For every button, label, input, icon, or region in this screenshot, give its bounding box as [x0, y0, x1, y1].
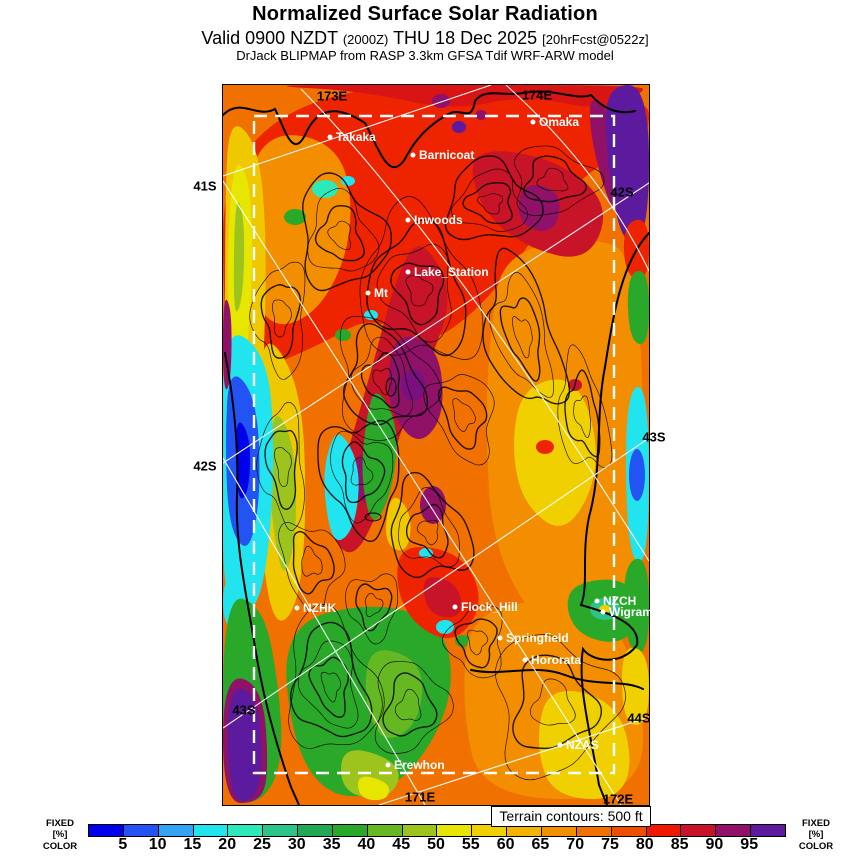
colorbar-tick-75: 75 [601, 836, 619, 853]
figure-title: Normalized Surface Solar Radiation [252, 3, 598, 25]
site-dot [411, 153, 416, 158]
grid-label-171e: 171E [404, 789, 436, 805]
colorbar-tick-20: 20 [218, 836, 237, 853]
site-label: Barnicoat [419, 148, 475, 162]
site-label: Lake_Station [414, 265, 489, 279]
colorbar-segment-2 [159, 825, 194, 836]
grid-label-42s: 42S [193, 458, 217, 474]
colorbar-segment-17 [681, 825, 716, 836]
site-label: Flock_Hill [461, 600, 518, 614]
site-dot [601, 610, 606, 615]
colorbar-tick-70: 70 [566, 836, 585, 853]
colorbar-segment-7 [333, 825, 368, 836]
valid-zulu-text: (2000Z) [342, 32, 389, 47]
site-dot [531, 120, 536, 125]
colorbar-tick-40: 40 [357, 836, 376, 853]
site-label: Wigram [609, 605, 653, 619]
site-label: Erewhon [394, 758, 445, 772]
colorbar-segment-16 [647, 825, 682, 836]
colorbar-tick-50: 50 [427, 836, 445, 853]
fixed-color-label-line: [%] [808, 829, 824, 841]
colorbar-segment-9 [403, 825, 438, 836]
site-label: NZCH [603, 594, 637, 608]
colorbar-segment-8 [368, 825, 403, 836]
colorbar-tick-35: 35 [322, 836, 341, 853]
colorbar-tick-15: 15 [183, 836, 202, 853]
grid-label-173e: 173E [316, 88, 348, 104]
site-label: Takaka [336, 130, 376, 144]
fixed-color-label-line: COLOR [42, 840, 78, 852]
site-dot [595, 599, 600, 604]
fixed-color-label-left [28, 818, 92, 852]
site-dot [295, 606, 300, 611]
colorbar-segment-19 [751, 825, 785, 836]
site-dot [498, 636, 503, 641]
fixed-color-label-line: [%] [52, 829, 68, 841]
site-dot [523, 658, 528, 663]
map-panel [222, 84, 650, 806]
colorbar-segment-0 [89, 825, 124, 836]
colorbar-segment-4 [228, 825, 263, 836]
colorbar-segment-1 [124, 825, 159, 836]
site-label: NZHK [303, 601, 337, 615]
site-label: NZAS [566, 738, 599, 752]
colorbar-tick-60: 60 [496, 836, 515, 853]
colorbar-tick-95: 95 [740, 836, 759, 853]
valid-time-text: Valid 0900 NZDT [201, 28, 338, 48]
valid-line [0, 28, 850, 49]
site-dot [406, 270, 411, 275]
grid-label-42s: 42S [610, 184, 634, 200]
fixed-color-label-line: COLOR [798, 840, 834, 852]
colorbar-tick-80: 80 [635, 836, 654, 853]
grid-label-44s: 44S [627, 710, 651, 726]
colorbar-segment-6 [298, 825, 333, 836]
grid-label-43s: 43S [642, 429, 666, 445]
fixed-color-label-line: FIXED [802, 818, 830, 829]
site-dot [453, 605, 458, 610]
valid-date-text: THU 18 Dec 2025 [393, 28, 538, 48]
colorbar-tick-65: 65 [531, 836, 550, 853]
site-dot [366, 291, 371, 296]
solar-radiation-contour-map [223, 85, 649, 805]
site-label: Hororata [531, 653, 582, 667]
colorbar-segment-5 [263, 825, 298, 836]
fixed-color-label-line: FIXED [46, 818, 74, 829]
colorbar-segment-18 [716, 825, 751, 836]
site-dot [386, 763, 391, 768]
colorbar-tick-85: 85 [670, 836, 689, 853]
grid-label-172e: 172E [602, 791, 634, 807]
model-description: DrJack BLIPMAP from RASP 3.3km GFSA Tdif WRF-ARW model [236, 48, 614, 63]
fixed-color-label-right [784, 818, 848, 852]
site-label: Mt [374, 286, 388, 300]
colorbar-segment-3 [194, 825, 229, 836]
forecast-age-tag: [20hrFcst@0522z] [542, 32, 649, 47]
site-dot [558, 743, 563, 748]
colorbar-tick-5: 5 [118, 836, 128, 853]
site-dot [328, 135, 333, 140]
colorbar-tick-45: 45 [392, 836, 411, 853]
colorbar-segment-10 [437, 825, 472, 836]
site-label: Inwoods [414, 213, 463, 227]
site-label: Springfield [506, 631, 569, 645]
terrain-note: Terrain contours: 500 ft [491, 806, 651, 827]
colorbar-tick-30: 30 [287, 836, 306, 853]
grid-label-174e: 174E [521, 87, 553, 103]
site-label: Omaka [539, 115, 580, 129]
grid-label-43s: 43S [232, 702, 256, 718]
colorbar-tick-55: 55 [461, 836, 480, 853]
colorbar-tick-90: 90 [705, 836, 724, 853]
site-dot [406, 218, 411, 223]
colorbar-tick-25: 25 [253, 836, 271, 853]
colorbar-tick-10: 10 [148, 836, 167, 853]
grid-label-41s: 41S [193, 178, 217, 194]
